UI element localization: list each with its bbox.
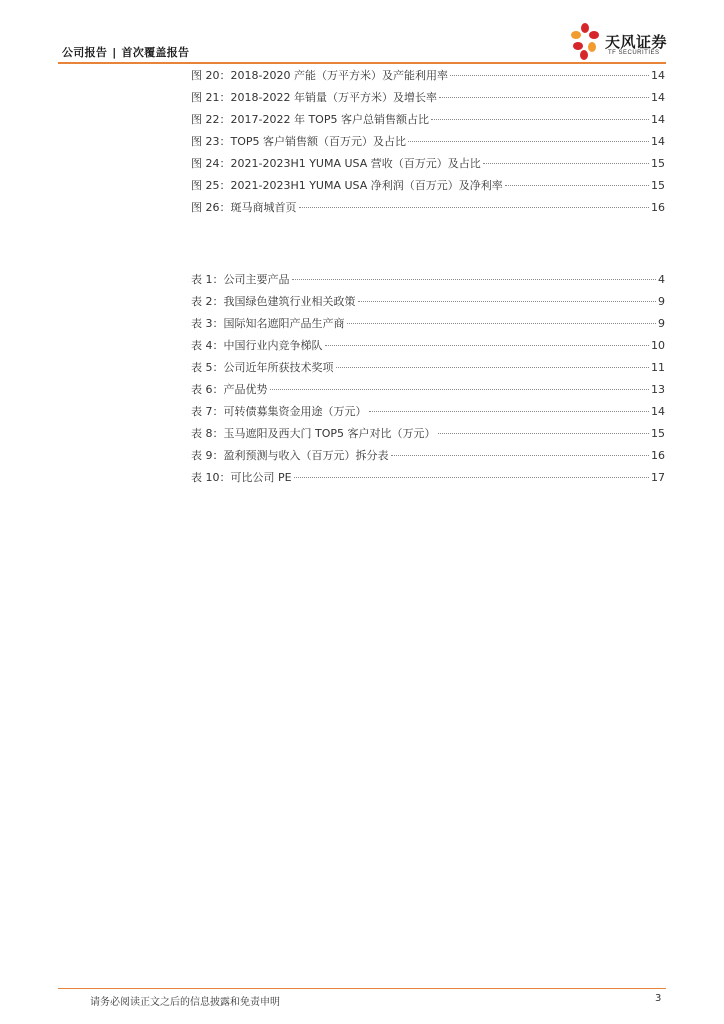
- figure-list-entry[interactable]: [191, 89, 665, 111]
- footer-divider: [58, 988, 666, 989]
- toc-entry-page: 9: [658, 317, 665, 330]
- toc-entry-page: 4: [658, 273, 665, 286]
- dot-leader: [347, 323, 657, 324]
- table-list-entry[interactable]: [191, 315, 665, 337]
- report-subtype: 首次覆盖报告: [121, 46, 190, 59]
- dot-leader: [505, 185, 649, 186]
- dot-leader: [483, 163, 649, 164]
- table-list-entry[interactable]: [191, 271, 665, 293]
- dot-leader: [270, 389, 650, 390]
- header-separator: |: [112, 46, 117, 59]
- figure-list-entry[interactable]: [191, 111, 665, 133]
- logo-name-en: TF SECURITIES: [608, 50, 660, 56]
- report-type: 公司报告: [62, 46, 108, 59]
- table-list-entry[interactable]: [191, 447, 665, 469]
- toc-entry-title: 表 4：中国行业内竞争梯队: [191, 339, 323, 352]
- figure-list-entry[interactable]: [191, 155, 665, 177]
- header-divider: [58, 62, 666, 64]
- dot-leader: [450, 75, 649, 76]
- toc-entry-title: 图 23：TOP5 客户销售额（百万元）及占比: [191, 135, 406, 148]
- table-list-entry[interactable]: [191, 337, 665, 359]
- dot-leader: [299, 207, 650, 208]
- toc-entry-title: 图 20：2018-2020 产能（万平方米）及产能利用率: [191, 69, 448, 82]
- toc-entry-page: 14: [651, 69, 665, 82]
- toc-entry-page: 11: [651, 361, 665, 374]
- dot-leader: [369, 411, 650, 412]
- dot-leader: [431, 119, 649, 120]
- toc-entry-title: 表 9：盈利预测与收入（百万元）拆分表: [191, 449, 389, 462]
- toc-entry-title: 图 25：2021-2023H1 YUMA USA 净利润（百万元）及净利率: [191, 179, 503, 192]
- dot-leader: [408, 141, 649, 142]
- dot-leader: [438, 433, 650, 434]
- toc-entry-page: 14: [651, 405, 665, 418]
- toc-entry-page: 10: [651, 339, 665, 352]
- dot-leader: [439, 97, 649, 98]
- toc-entry-page: 14: [651, 91, 665, 104]
- dot-leader: [294, 477, 649, 478]
- logo-name-cn: 天风证券: [605, 33, 668, 51]
- page-number: 3: [655, 993, 662, 1004]
- toc-entry-page: 14: [651, 135, 665, 148]
- dot-leader: [292, 279, 657, 280]
- table-list-entry[interactable]: [191, 425, 665, 447]
- table-list-entry[interactable]: [191, 469, 665, 491]
- tf-flower-logo-icon: [568, 22, 604, 62]
- toc-entry-page: 17: [651, 471, 665, 484]
- toc-entry-page: 9: [658, 295, 665, 308]
- report-header: [62, 44, 189, 60]
- figure-list-entry[interactable]: [191, 177, 665, 199]
- toc-entry-page: 15: [651, 179, 665, 192]
- dot-leader: [325, 345, 650, 346]
- toc-entry-page: 14: [651, 113, 665, 126]
- figure-list-entry[interactable]: [191, 199, 665, 221]
- dot-leader: [358, 301, 657, 302]
- table-list-entry[interactable]: [191, 359, 665, 381]
- dot-leader: [336, 367, 650, 368]
- footer-disclaimer: 请务必阅读正文之后的信息披露和免责申明: [90, 997, 280, 1008]
- table-list-entry[interactable]: [191, 293, 665, 315]
- toc-entry-page: 13: [651, 383, 665, 396]
- toc-entry-title: 表 1：公司主要产品: [191, 273, 290, 286]
- toc-entry-page: 15: [651, 427, 665, 440]
- dot-leader: [391, 455, 650, 456]
- toc-entry-title: 表 2：我国绿色建筑行业相关政策: [191, 295, 356, 308]
- toc-entry-title: 表 6：产品优势: [191, 383, 268, 396]
- toc-entry-title: 表 8：玉马遮阳及西大门 TOP5 客户对比（万元）: [191, 427, 436, 440]
- figure-list: [191, 67, 665, 221]
- toc-entry-title: 图 24：2021-2023H1 YUMA USA 营收（百万元）及占比: [191, 157, 481, 170]
- figure-list-entry[interactable]: [191, 133, 665, 155]
- toc-entry-title: 表 5：公司近年所获技术奖项: [191, 361, 334, 374]
- toc-entry-title: 表 10：可比公司 PE: [191, 471, 292, 484]
- table-list-entry[interactable]: [191, 403, 665, 425]
- tf-securities-logo: [568, 22, 678, 62]
- table-list-entry[interactable]: [191, 381, 665, 403]
- toc-entry-page: 16: [651, 201, 665, 214]
- toc-entry-title: 表 7：可转债募集资金用途（万元）: [191, 405, 367, 418]
- toc-entry-page: 15: [651, 157, 665, 170]
- figure-list-entry[interactable]: [191, 67, 665, 89]
- toc-entry-title: 图 26：斑马商城首页: [191, 201, 297, 214]
- toc-entry-title: 图 21：2018-2022 年销量（万平方米）及增长率: [191, 91, 437, 104]
- toc-entry-title: 图 22：2017-2022 年 TOP5 客户总销售额占比: [191, 113, 429, 126]
- toc-entry-title: 表 3：国际知名遮阳产品生产商: [191, 317, 345, 330]
- toc-entry-page: 16: [651, 449, 665, 462]
- table-list: [191, 271, 665, 491]
